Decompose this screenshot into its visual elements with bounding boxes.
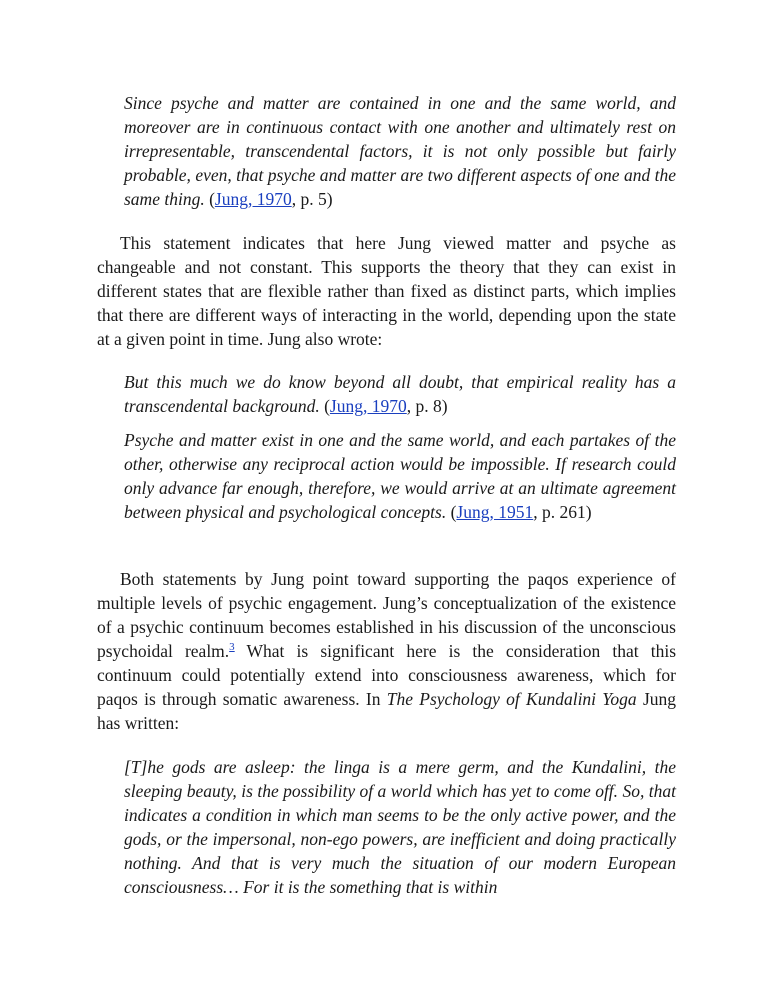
body-paragraph-2 bbox=[97, 567, 676, 735]
citation-open: ( bbox=[204, 189, 215, 209]
block-quote-3 bbox=[124, 428, 676, 524]
citation-tail: , p. 261) bbox=[533, 502, 592, 522]
paragraph-text-cont: What is significant here is the consideration that this continuum could potentially extend into consciousness awareness, which for paqos is through somatic awareness. In bbox=[97, 641, 676, 709]
paragraph-end: Jung has written: bbox=[97, 689, 677, 733]
citation-link[interactable]: Jung, 1951 bbox=[456, 502, 534, 522]
citation-open: ( bbox=[319, 396, 330, 416]
quote-text: But this much we do know beyond all doubt, that empirical reality has a transcendental background. bbox=[124, 372, 676, 416]
block-quote-1 bbox=[124, 91, 676, 211]
body-paragraph-1 bbox=[97, 231, 676, 351]
citation-link[interactable]: Jung, 1970 bbox=[214, 189, 292, 209]
citation-link[interactable]: Jung, 1970 bbox=[329, 396, 407, 416]
block-quote-4 bbox=[124, 755, 676, 899]
quote-text: Since psyche and matter are contained in one and the same world, and moreover are in continuous contact with one another and ultimately rest on irrepresentable, transcendental factors, it is not only possible but fairly probable, even, that psyche and matter are two different aspects of one and the same thing. bbox=[124, 93, 676, 209]
footnote-link[interactable]: 3 bbox=[229, 641, 235, 654]
citation-open: ( bbox=[446, 502, 457, 522]
book-title: The Psychology of Kundalini Yoga bbox=[386, 689, 637, 709]
quote-text: [T]he gods are asleep: the linga is a mere germ, and the Kundalini, the sleeping beauty, is the possibility of a world which has yet to come off. So, that indicates a condition in which man seems to be the only active power, and the gods, or the impersonal, non-ego powers, are inefficient and doing practically nothing. And that is very much the situation of our modern European consciousness… For it is the something that is within bbox=[124, 757, 676, 897]
citation-tail: , p. 5) bbox=[291, 189, 333, 209]
paragraph-text: This statement indicates that here Jung viewed matter and psyche as changeable and not constant. This supports the theory that they can exist in different states that are flexible rather than fixed as distinct parts, which implies that there are different ways of interacting in the world, depending upon the state at a given point in time. Jung also wrote: bbox=[97, 233, 676, 349]
quote-text: Psyche and matter exist in one and the same world, and each partakes of the other, otherwise any reciprocal action would be impossible. If research could only advance far enough, therefore, we would arrive at an ultimate agreement between physical and psychological concepts. bbox=[124, 430, 676, 522]
paragraph-text: Both statements by Jung point toward supporting the paqos experience of multiple levels of psychic engagement. Jung’s conceptualization of the existence of a psychic continuum becomes established in his discussion of the unconscious psychoidal realm. bbox=[97, 569, 676, 661]
block-quote-2 bbox=[124, 370, 676, 418]
citation-tail: , p. 8) bbox=[406, 396, 448, 416]
